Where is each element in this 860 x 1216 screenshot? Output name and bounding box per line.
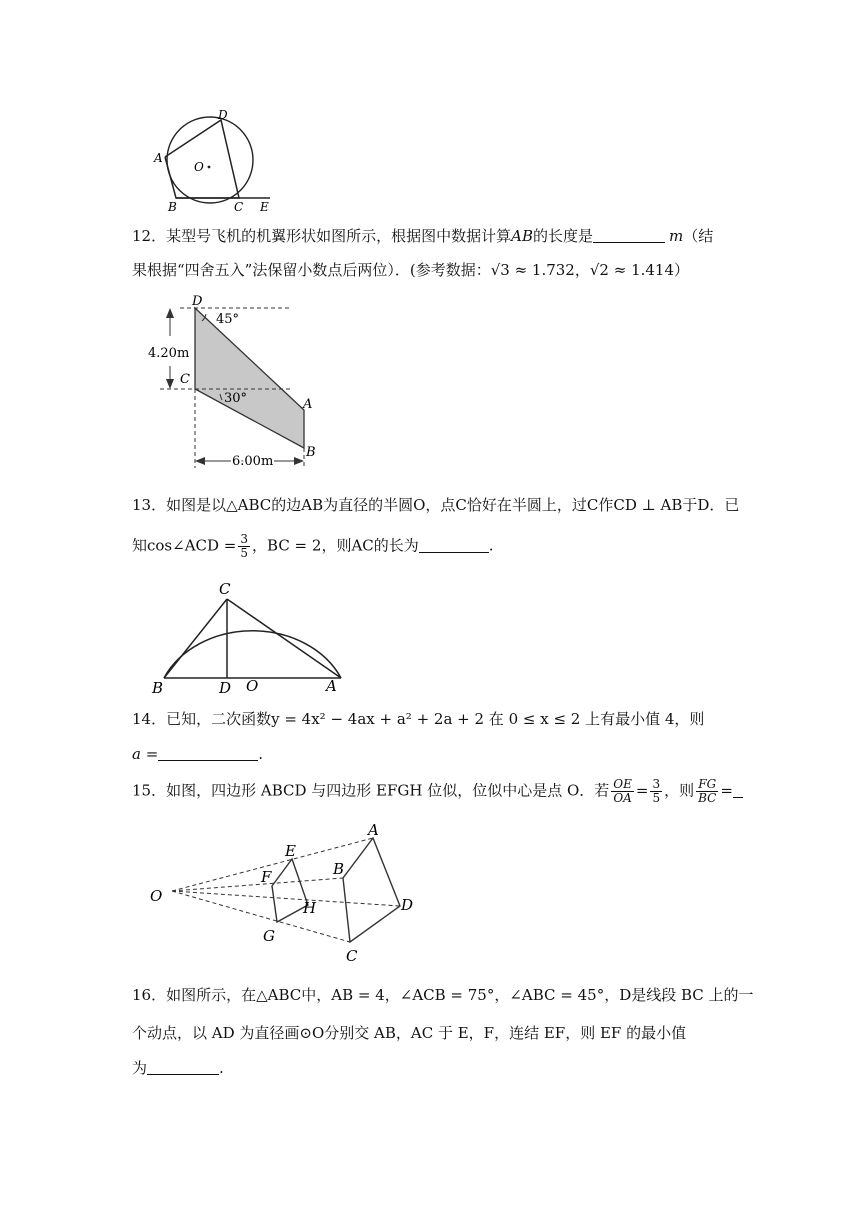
label-a: A [154,151,163,165]
q15-fraction-oe-oa: $\frac{OE}{OA}$ [613,777,632,805]
label-f: F [261,868,272,886]
q16-line1: 16．如图所示，在△ABC中，AB = 4，∠ACB = 75°，∠ABC = 45°，D是线段 BC 上的一 [132,986,754,1004]
label-b: B [152,679,164,697]
label-c: C [234,200,244,214]
label-e: E [260,200,269,214]
ray-od [172,891,400,906]
arrowhead-right [294,457,304,465]
center-dot [208,166,211,169]
label-g: G [263,927,275,945]
label-b: B [333,860,345,878]
q15-fraction-fg-bc: $\frac{FG}{BC}$ [698,777,717,805]
arrowhead-down [166,379,174,389]
width-label: 6.00m [232,454,274,469]
segment-ac [227,599,341,678]
label-d: D [401,896,414,914]
q14-line1: 14．已知，二次函数y = 4x² − 4ax + a² + 2a + 2 在 0 ≤ x ≤ 2 上有最小值 4，则 [132,710,705,728]
quad-abcd [343,838,400,942]
label-o: O [150,887,163,905]
label-c: C [346,947,358,965]
label-o: O [194,160,204,174]
label-d: D [218,108,228,122]
height-label: 4.20m [148,346,190,361]
arrowhead-left [195,457,205,465]
label-b: B [168,200,177,214]
q13-fraction: $\frac{3}{5}$ [240,532,249,560]
q14-line2: a = . [132,745,264,763]
label-c: C [219,580,231,598]
angle-30-label: 30° [224,391,248,406]
label-c: C [180,372,190,387]
label-o: O [246,677,259,695]
q12-line2: 果根据“四舍五入”法保留小数点后两位）．(参考数据：√3 ≈ 1.732，√2 ≈ 1.414） [132,261,690,279]
wing-shape [195,308,304,448]
arrowhead-up [166,308,174,318]
circle-o [167,117,253,203]
q12-line1: 12．某型号飞机的机翼形状如图所示，根据图中数据计算AB的长度是 m（结 [132,227,714,245]
q16-line3: 为 . [132,1059,224,1077]
semicircle-arc [164,631,341,678]
q14-number: 14 [132,710,152,728]
label-a: A [326,677,337,695]
wing-figure [140,288,330,478]
label-h: H [303,899,317,917]
semicircle-figure [145,572,355,698]
q13-number: 13 [132,496,152,514]
q15-number: 15 [132,781,152,800]
label-e: E [285,842,296,860]
q15-fraction-3-5: $\frac{3}{5}$ [652,777,661,805]
angle-45-label: 45° [216,312,240,327]
label-d: D [219,679,232,697]
homothety-figure [145,820,425,970]
ray-oc [172,891,350,942]
q15-line1: 15．如图，四边形 ABCD 与四边形 EFGH 位似，位似中心是点 O．若 $\frac{OE}{OA}$ = $\frac{3}{5}$ ，则 $\frac{FG}{BC}$ = [132,778,743,805]
label-a: A [368,821,379,839]
q14-answer-blank[interactable] [158,746,258,761]
q16-answer-blank[interactable] [147,1060,219,1075]
label-b: B [306,445,316,460]
q12-answer-blank[interactable] [593,228,665,243]
label-d: D [192,294,203,309]
q13-line1: 13．如图是以△ABC的边AB为直径的半圆O，点C恰好在半圆上，过C作CD ⊥ AB于D．已 [132,496,740,514]
segment-bc [164,599,227,678]
q13-answer-blank[interactable] [419,538,489,553]
circle-figure [140,100,290,220]
q16-number: 16 [132,986,152,1004]
q13-line2: 知cos∠ACD = $\frac{3}{5}$ ，BC = 2，则AC的长为 . [132,532,494,560]
q16-line2: 个动点，以 AD 为直径画⊙O分别交 AB，AC 于 E，F，连结 EF，则 EF 的最小值 [132,1024,687,1042]
label-a: A [303,397,313,412]
q15-answer-blank[interactable] [733,783,743,798]
ray-ob [172,878,343,891]
q12-number: 12 [132,227,152,245]
